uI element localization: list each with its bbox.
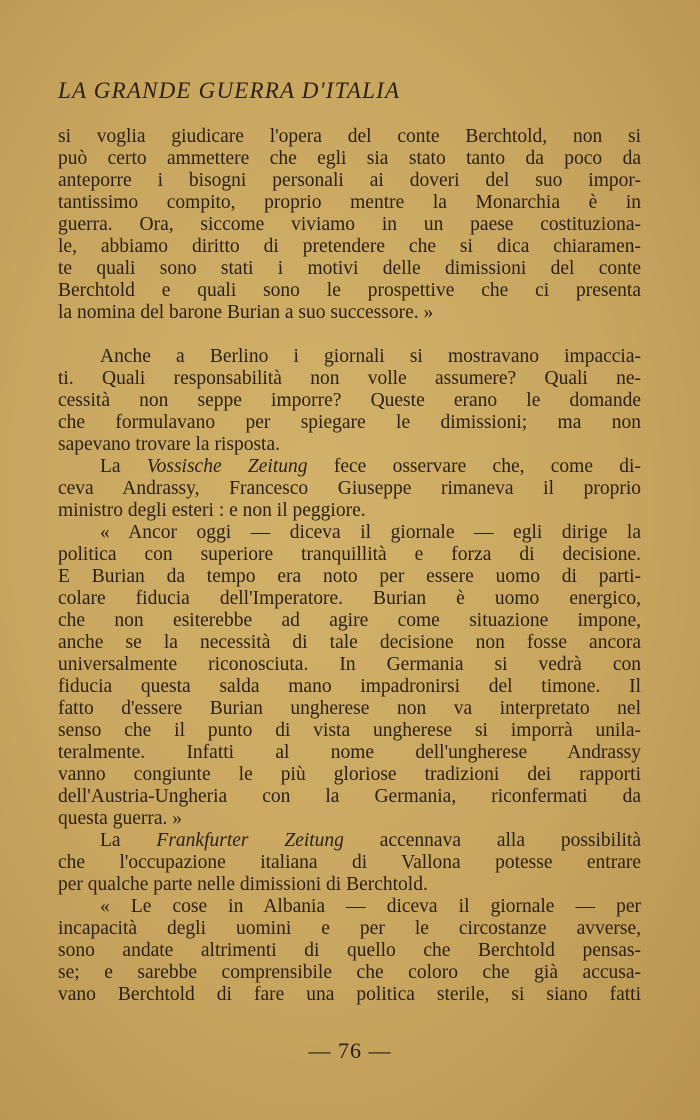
text-fragment: La <box>100 830 157 851</box>
newspaper-title: Frankfurter Zeitung <box>156 830 344 851</box>
text-line: vanno congiunte le più gloriose tradizioni dei rapporti <box>58 764 641 785</box>
text-fragment: accennava alla possibilità <box>379 830 641 851</box>
text-line: tantissimo compito, proprio mentre la Monarchia è in <box>58 192 641 213</box>
text-line: che non esiterebbe ad agire come situazione impone, <box>58 610 641 631</box>
text-line: ti. Quali responsabilità non volle assumere? Quali ne- <box>58 368 641 389</box>
text-fragment: fece osservare che, come di- <box>333 456 641 477</box>
newspaper-title: Vossische Zeitung <box>146 456 308 477</box>
text-line: Berchtold e quali sono le prospettive che ci presenta <box>58 280 641 301</box>
text-line: ceva Andrassy, Francesco Giuseppe rimaneva il proprio <box>58 478 641 499</box>
paragraph <box>58 896 641 1006</box>
text-line: questa guerra. » <box>58 808 182 829</box>
text-line: « Ancor oggi — diceva il giornale — egli dirige la <box>100 522 641 543</box>
paragraph <box>58 522 641 830</box>
text-line: senso che il punto di vista ungherese si imporrà unila- <box>58 720 641 741</box>
text-line <box>58 456 641 478</box>
text-line: cessità non seppe imporre? Queste erano le domande <box>58 390 641 411</box>
text-line: Anche a Berlino i giornali si mostravano impaccia- <box>100 346 641 367</box>
body-text <box>58 126 641 1006</box>
paragraph-spacer <box>58 324 641 346</box>
text-line <box>58 830 641 852</box>
running-header-title: LA GRANDE GUERRA D'ITALIA <box>58 78 401 103</box>
text-line: colare fiducia dell'Imperatore. Burian è uomo energico, <box>58 588 641 609</box>
paragraph <box>58 126 641 324</box>
text-line: universalmente riconosciuta. In Germania si vedrà con <box>58 654 641 675</box>
text-line: anteporre i bisogni personali ai doveri del suo impor- <box>58 170 641 191</box>
text-line: te quali sono stati i motivi delle dimissioni del conte <box>58 258 641 279</box>
text-line: che l'occupazione italiana di Vallona potesse entrare <box>58 852 641 873</box>
text-line: « Le cose in Albania — diceva il giornale — per <box>100 896 641 917</box>
text-line: teralmente. Infatti al nome dell'ungherese Andrassy <box>58 742 641 763</box>
page-number: — 76 — <box>308 1038 392 1063</box>
text-line: ministro degli esteri : e non il peggiore. <box>58 500 366 521</box>
text-line: incapacità degli uomini e per le circostanze avverse, <box>58 918 641 939</box>
text-line: dell'Austria-Ungheria con la Germania, riconfermati da <box>58 786 641 807</box>
text-line: anche se la necessità di tale decisione non fosse ancora <box>58 632 641 653</box>
text-line: vano Berchtold di fare una politica sterile, si siano fatti <box>58 984 641 1005</box>
text-line: guerra. Ora, siccome viviamo in un paese costituziona- <box>58 214 641 235</box>
text-line: può certo ammettere che egli sia stato tanto da poco da <box>58 148 641 169</box>
text-line: per qualche parte nelle dimissioni di Berchtold. <box>58 874 428 895</box>
text-fragment: La <box>100 456 147 477</box>
text-line: le, abbiamo diritto di pretendere che si dica chiaramen- <box>58 236 641 257</box>
text-line: la nomina del barone Burian a suo successore. » <box>58 302 434 323</box>
text-line: se; e sarebbe comprensibile che coloro che già accusa- <box>58 962 641 983</box>
paragraph <box>58 830 641 896</box>
text-line: politica con superiore tranquillità e forza di decisione. <box>58 544 641 565</box>
text-line: che formulavano per spiegare le dimissioni; ma non <box>58 412 641 433</box>
text-line: si voglia giudicare l'opera del conte Berchtold, non si <box>58 126 641 147</box>
text-line: fatto d'essere Burian ungherese non va interpretato nel <box>58 698 641 719</box>
text-line: sono andate altrimenti di quello che Berchtold pensas- <box>58 940 641 961</box>
paragraph <box>58 456 641 522</box>
text-line: E Burian da tempo era noto per essere uomo di parti- <box>58 566 641 587</box>
paragraph <box>58 346 641 456</box>
text-line: fiducia questa salda mano impadronirsi del timone. Il <box>58 676 641 697</box>
text-line: sapevano trovare la risposta. <box>58 434 281 455</box>
